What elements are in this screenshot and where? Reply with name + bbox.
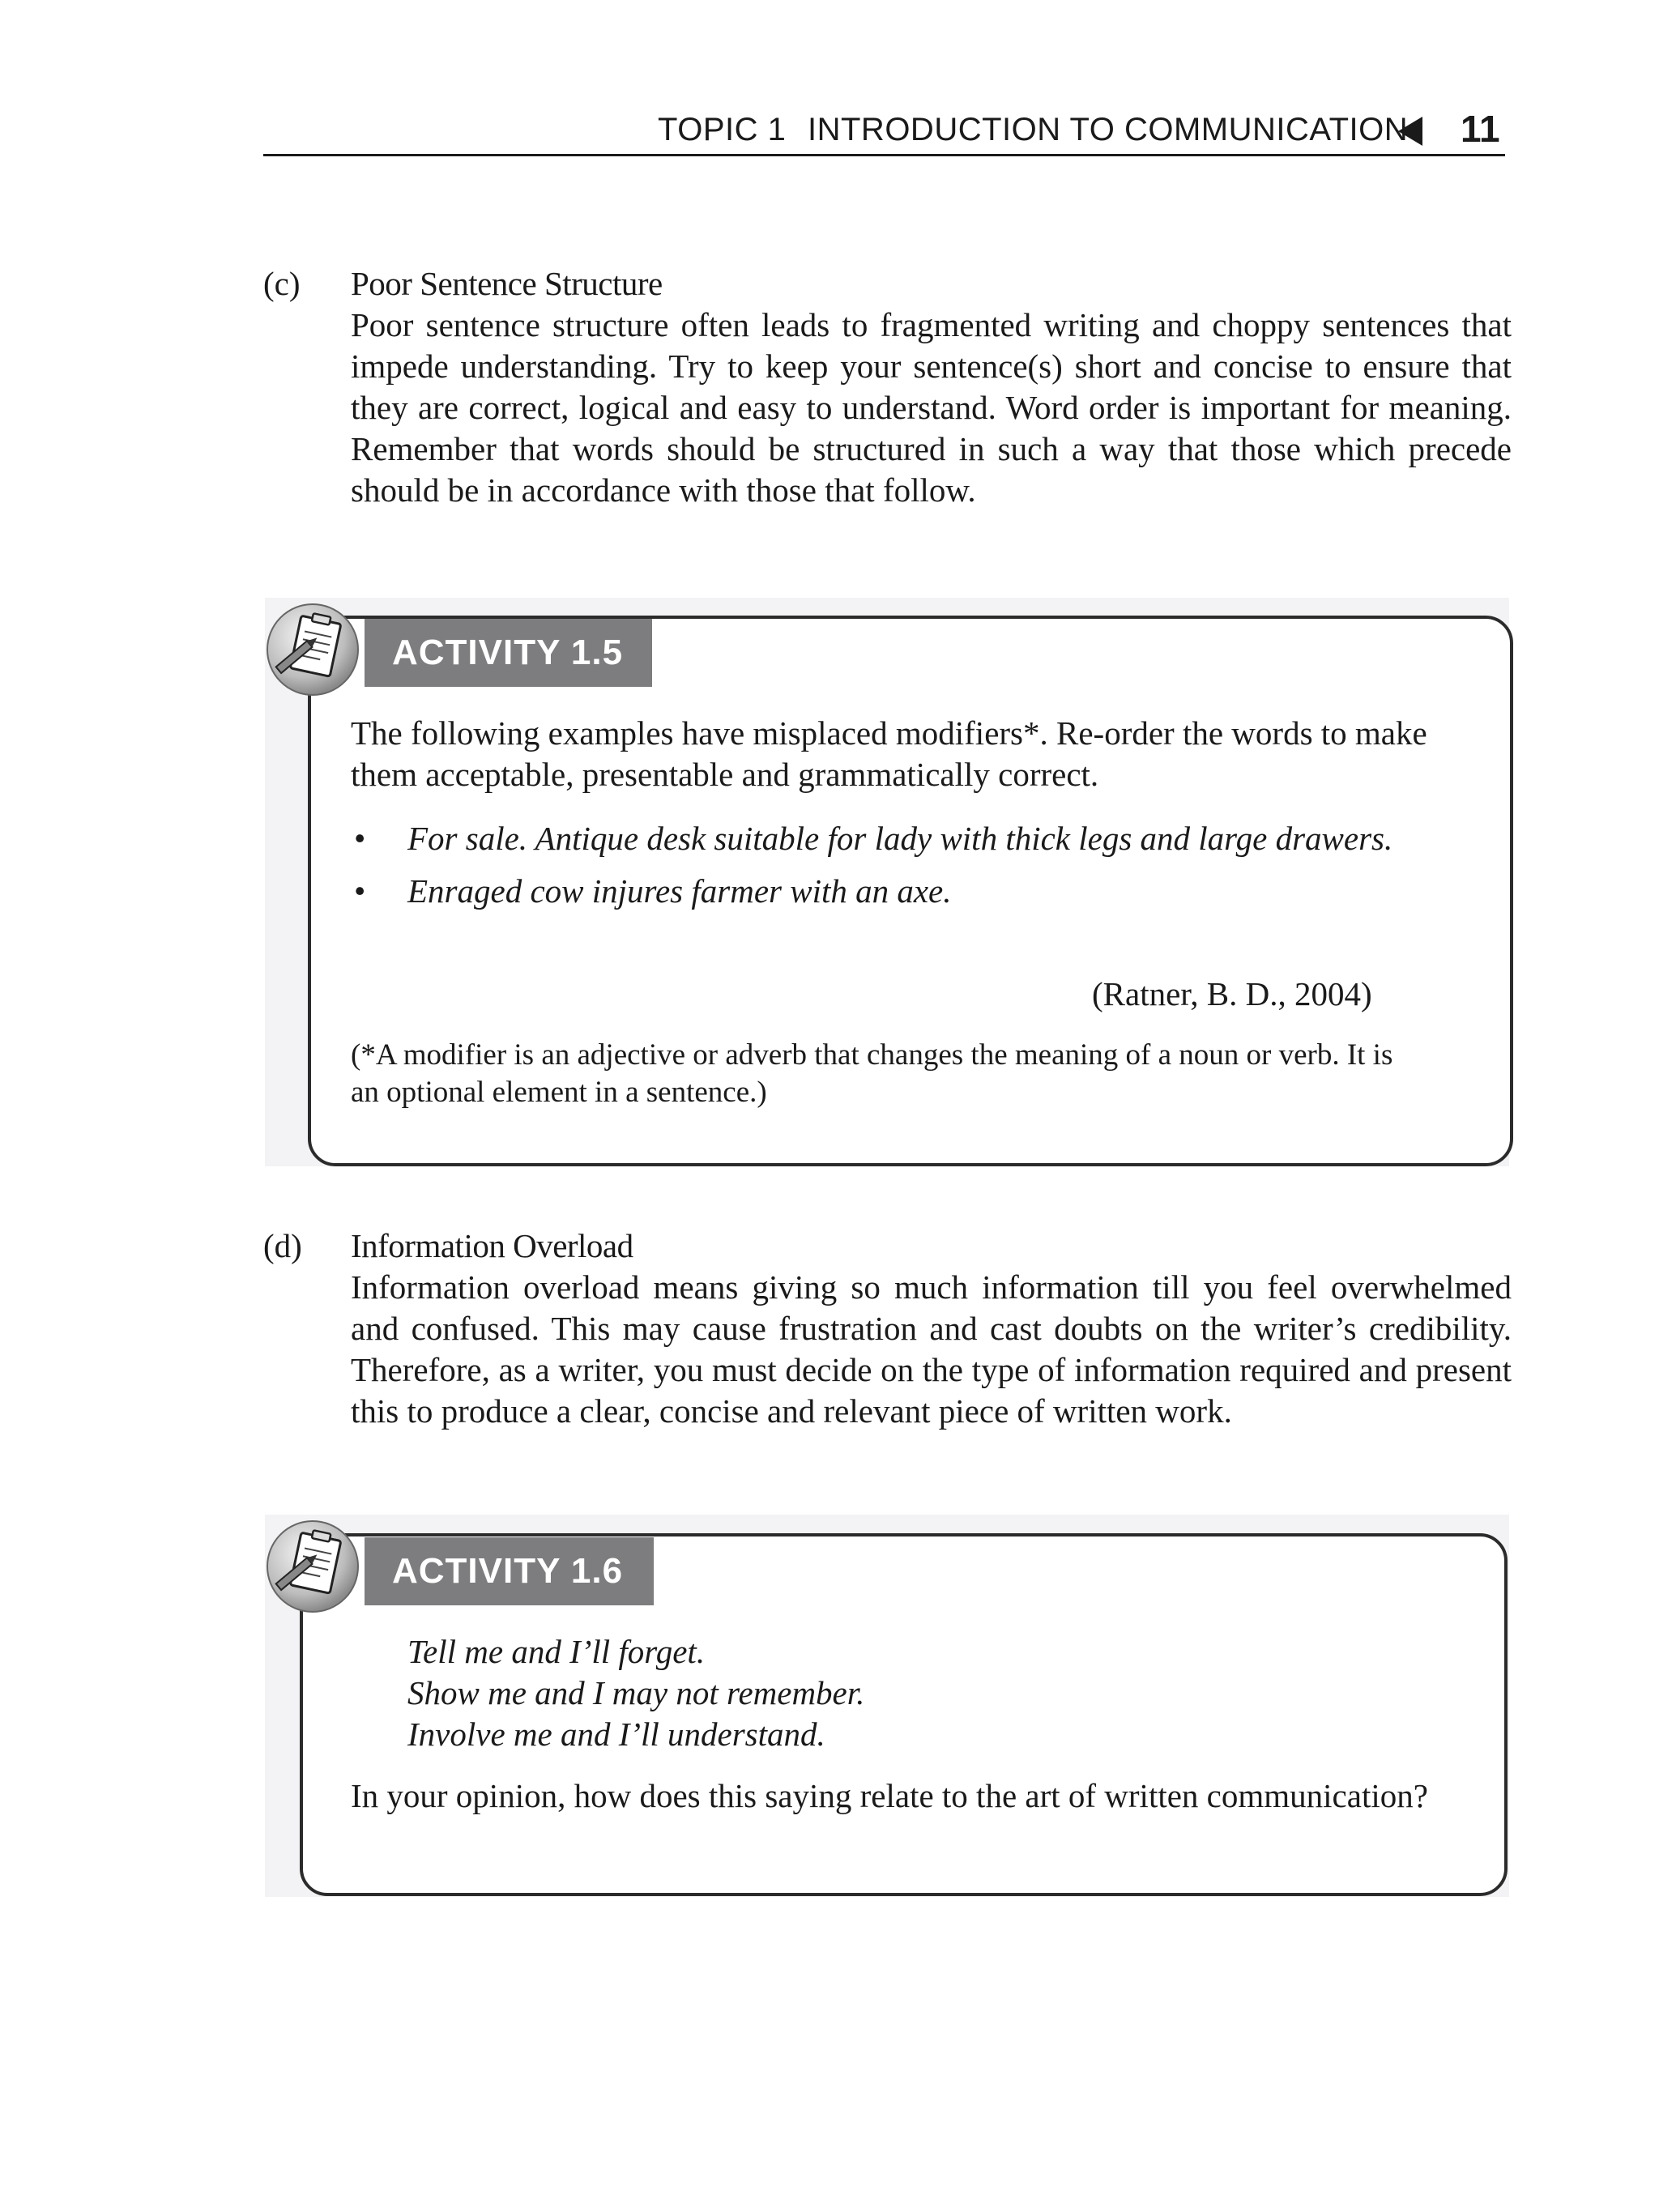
saying-quote: [407, 1631, 1380, 1755]
quote-line: Tell me and I’ll forget.: [407, 1633, 706, 1670]
header-topic-title: INTRODUCTION TO COMMUNICATION: [808, 112, 1409, 147]
section-heading: Poor Sentence Structure: [351, 265, 663, 302]
section-paragraph: Information overload means giving so much information till you feel overwhelmed and confused. This may cause frustration and cast doubts on the writer’s credibility. Therefore, as a writer, you must decide on the type of information required and present this to produce a clear, concise and relevant piece of written work.: [351, 1268, 1512, 1430]
activity-title: ACTIVITY 1.5: [365, 619, 652, 687]
activity-title: ACTIVITY 1.6: [365, 1537, 654, 1605]
clipboard-pencil-icon: [264, 1516, 361, 1613]
header-topic-label: TOPIC 1: [658, 112, 787, 147]
footnote: (*A modifier is an adjective or adverb that changes the meaning of a noun or verb. It is an optional element in a sentence.): [351, 1038, 1393, 1109]
quote-line: Show me and I may not remember.: [407, 1674, 865, 1711]
section-label: (d): [263, 1227, 302, 1264]
example-text: Enraged cow injures farmer with an axe.: [407, 872, 952, 910]
list-item: [354, 871, 1461, 912]
section-paragraph: Poor sentence structure often leads to fragmented writing and choppy sentences that impede understanding. Try to keep your sentence(s) short and concise to ensure that they are correct, logical and easy to understand. Word order is important for meaning. Remember that words should be structured in such a way that those which precede should be in accordance with those that follow.: [351, 306, 1512, 509]
left-triangle-icon: [1398, 117, 1422, 146]
bullet-icon: •: [354, 872, 366, 910]
clipboard-pencil-icon: [264, 599, 361, 697]
citation: (Ratner, B. D., 2004): [1092, 975, 1372, 1012]
activity-intro: The following examples have misplaced modifiers*. Re-order the words to make them acceptable, presentable and grammatically correct.: [351, 714, 1427, 793]
bullet-icon: •: [354, 820, 366, 857]
list-item: [354, 818, 1461, 859]
activity-question: In your opinion, how does this saying relate to the art of written communication?: [351, 1777, 1428, 1814]
example-text: For sale. Antique desk suitable for lady with thick legs and large drawers.: [407, 820, 1393, 857]
section-heading: Information Overload: [351, 1227, 633, 1264]
example-list: [354, 818, 1461, 912]
quote-line: Involve me and I’ll understand.: [407, 1715, 825, 1753]
running-header: [263, 107, 1505, 156]
page-number: 11: [1461, 108, 1500, 150]
section-label: (c): [263, 265, 301, 302]
